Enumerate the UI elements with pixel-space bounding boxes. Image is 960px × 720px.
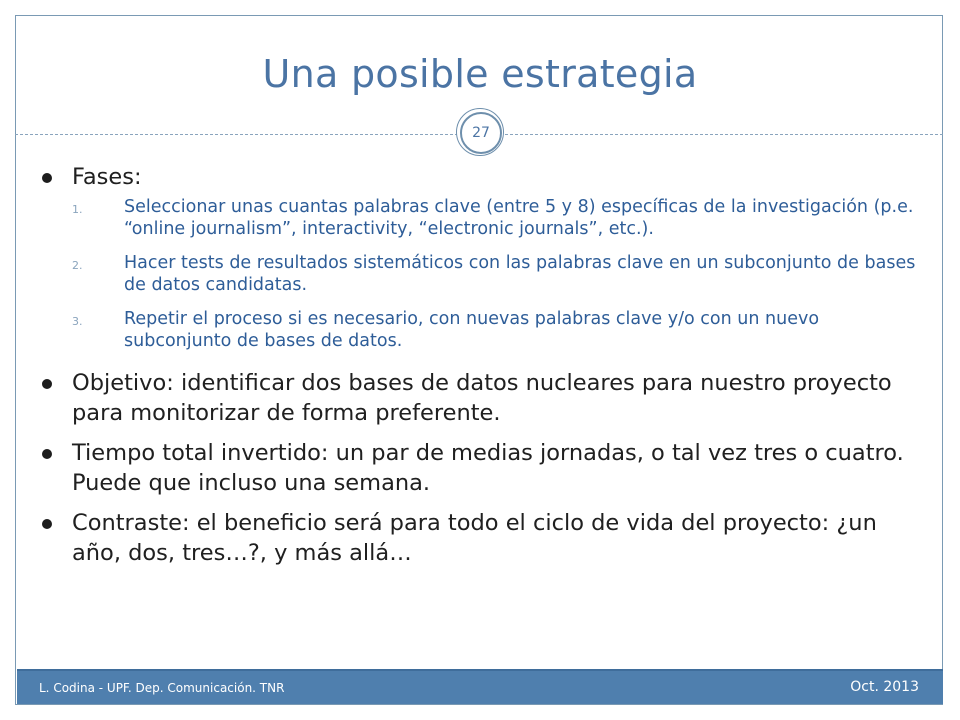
- bullet-dot-icon: [42, 519, 52, 529]
- slide-content: [38, 162, 918, 578]
- footer-author: L. Codina - UPF. Dep. Comunicación. TNR: [39, 681, 285, 695]
- bullet-objetivo: [38, 368, 918, 428]
- phase-text: Seleccionar unas cuantas palabras clave (entre 5 y 8) específicas de la investigación (p.e. “online journalism”, interactivity, “electronic journals”, etc.).: [124, 197, 914, 239]
- bullet-tiempo: [38, 438, 918, 498]
- bullet-fases-text: Fases:: [72, 164, 142, 190]
- page-number-badge: [456, 108, 504, 156]
- phase-item-3: [72, 308, 918, 352]
- phase-text: Repetir el proceso si es necesario, con nuevas palabras clave y/o con un nuevo subconjunto de bases de datos.: [124, 309, 820, 351]
- phase-number: 2.: [72, 259, 83, 272]
- phase-number: 1.: [72, 203, 83, 216]
- footer-date: Oct. 2013: [850, 679, 919, 695]
- bullet-dot-icon: [42, 449, 52, 459]
- phase-item-2: [72, 252, 918, 296]
- bullet-contraste: [38, 508, 918, 568]
- bullet-dot-icon: [42, 379, 52, 389]
- page-number: 27: [460, 112, 502, 154]
- bullet-tiempo-text: Tiempo total invertido: un par de medias jornadas, o tal vez tres o cuatro. Puede que incluso una semana.: [72, 440, 904, 496]
- footer-bar: [17, 669, 943, 704]
- phases-list: [72, 196, 918, 352]
- bullet-dot-icon: [42, 173, 52, 183]
- bullet-contraste-text: Contraste: el beneficio será para todo el ciclo de vida del proyecto: ¿un año, dos, tres…?, y más allá…: [72, 510, 877, 566]
- phase-text: Hacer tests de resultados sistemáticos con las palabras clave en un subconjunto de bases de datos candidatas.: [124, 253, 916, 295]
- bullet-objetivo-text: Objetivo: identificar dos bases de datos nucleares para nuestro proyecto para monitorizar de forma preferente.: [72, 370, 892, 426]
- slide-title: Una posible estrategia: [262, 52, 698, 96]
- bullet-fases: [38, 162, 918, 192]
- phase-item-1: [72, 196, 918, 240]
- phase-number: 3.: [72, 315, 83, 328]
